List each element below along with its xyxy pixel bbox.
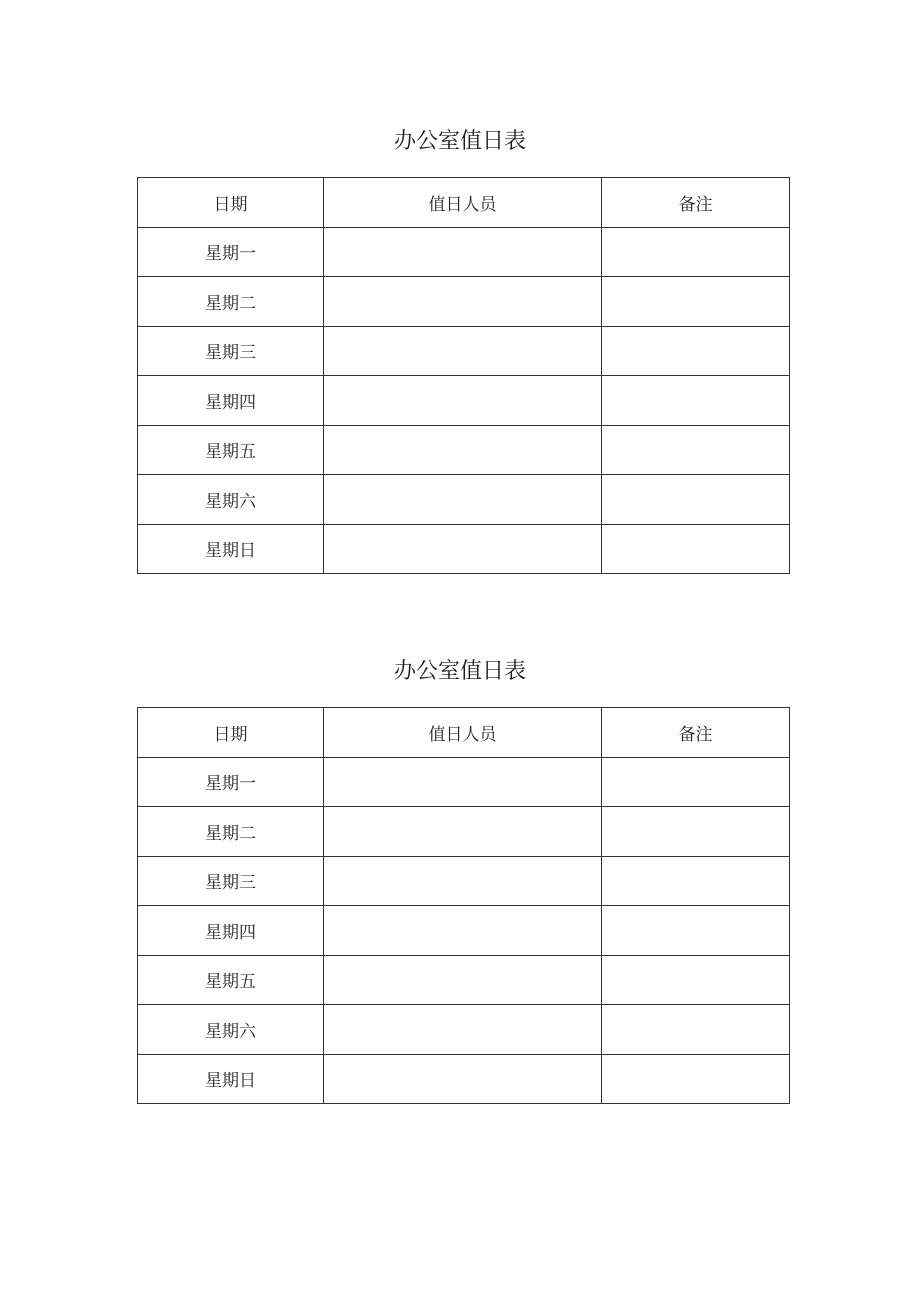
day-cell: 星期四 bbox=[138, 376, 324, 426]
person-cell[interactable] bbox=[324, 1054, 602, 1104]
day-cell: 星期三 bbox=[138, 326, 324, 376]
table-row bbox=[138, 376, 790, 426]
table-row bbox=[138, 757, 790, 807]
day-cell: 星期五 bbox=[138, 955, 324, 1005]
note-cell[interactable] bbox=[602, 277, 790, 327]
page-title: 办公室值日表 bbox=[393, 129, 526, 154]
day-cell: 星期一 bbox=[138, 227, 324, 277]
note-cell[interactable] bbox=[602, 906, 790, 956]
day-cell: 星期五 bbox=[138, 425, 324, 475]
table-header-row bbox=[138, 708, 790, 758]
duty-table bbox=[137, 707, 790, 1104]
day-cell: 星期六 bbox=[138, 475, 324, 525]
person-cell[interactable] bbox=[324, 856, 602, 906]
table-row bbox=[138, 524, 790, 574]
note-cell[interactable] bbox=[602, 1005, 790, 1055]
person-cell[interactable] bbox=[324, 227, 602, 277]
person-cell[interactable] bbox=[324, 757, 602, 807]
person-cell[interactable] bbox=[324, 277, 602, 327]
table-row bbox=[138, 277, 790, 327]
person-cell[interactable] bbox=[324, 807, 602, 857]
person-cell[interactable] bbox=[324, 376, 602, 426]
table-row bbox=[138, 1054, 790, 1104]
table-row bbox=[138, 906, 790, 956]
table-row bbox=[138, 1005, 790, 1055]
note-cell[interactable] bbox=[602, 955, 790, 1005]
note-cell[interactable] bbox=[602, 856, 790, 906]
table-row bbox=[138, 955, 790, 1005]
day-cell: 星期二 bbox=[138, 277, 324, 327]
note-cell[interactable] bbox=[602, 757, 790, 807]
note-cell[interactable] bbox=[602, 326, 790, 376]
table-row bbox=[138, 326, 790, 376]
note-cell[interactable] bbox=[602, 1054, 790, 1104]
column-header-person: 值日人员 bbox=[324, 708, 602, 758]
table-row bbox=[138, 856, 790, 906]
table-header-row bbox=[138, 178, 790, 228]
column-header-date: 日期 bbox=[138, 178, 324, 228]
table-row bbox=[138, 227, 790, 277]
day-cell: 星期四 bbox=[138, 906, 324, 956]
table-row bbox=[138, 807, 790, 857]
page-title: 办公室值日表 bbox=[393, 659, 526, 684]
column-header-date: 日期 bbox=[138, 708, 324, 758]
note-cell[interactable] bbox=[602, 376, 790, 426]
table-row bbox=[138, 475, 790, 525]
note-cell[interactable] bbox=[602, 475, 790, 525]
day-cell: 星期二 bbox=[138, 807, 324, 857]
day-cell: 星期三 bbox=[138, 856, 324, 906]
note-cell[interactable] bbox=[602, 807, 790, 857]
column-header-note: 备注 bbox=[602, 708, 790, 758]
person-cell[interactable] bbox=[324, 906, 602, 956]
day-cell: 星期一 bbox=[138, 757, 324, 807]
note-cell[interactable] bbox=[602, 524, 790, 574]
note-cell[interactable] bbox=[602, 227, 790, 277]
day-cell: 星期日 bbox=[138, 1054, 324, 1104]
column-header-person: 值日人员 bbox=[324, 178, 602, 228]
person-cell[interactable] bbox=[324, 475, 602, 525]
table-row bbox=[138, 425, 790, 475]
day-cell: 星期日 bbox=[138, 524, 324, 574]
column-header-note: 备注 bbox=[602, 178, 790, 228]
note-cell[interactable] bbox=[602, 425, 790, 475]
day-cell: 星期六 bbox=[138, 1005, 324, 1055]
duty-table bbox=[137, 177, 790, 574]
person-cell[interactable] bbox=[324, 955, 602, 1005]
person-cell[interactable] bbox=[324, 425, 602, 475]
person-cell[interactable] bbox=[324, 1005, 602, 1055]
person-cell[interactable] bbox=[324, 524, 602, 574]
person-cell[interactable] bbox=[324, 326, 602, 376]
